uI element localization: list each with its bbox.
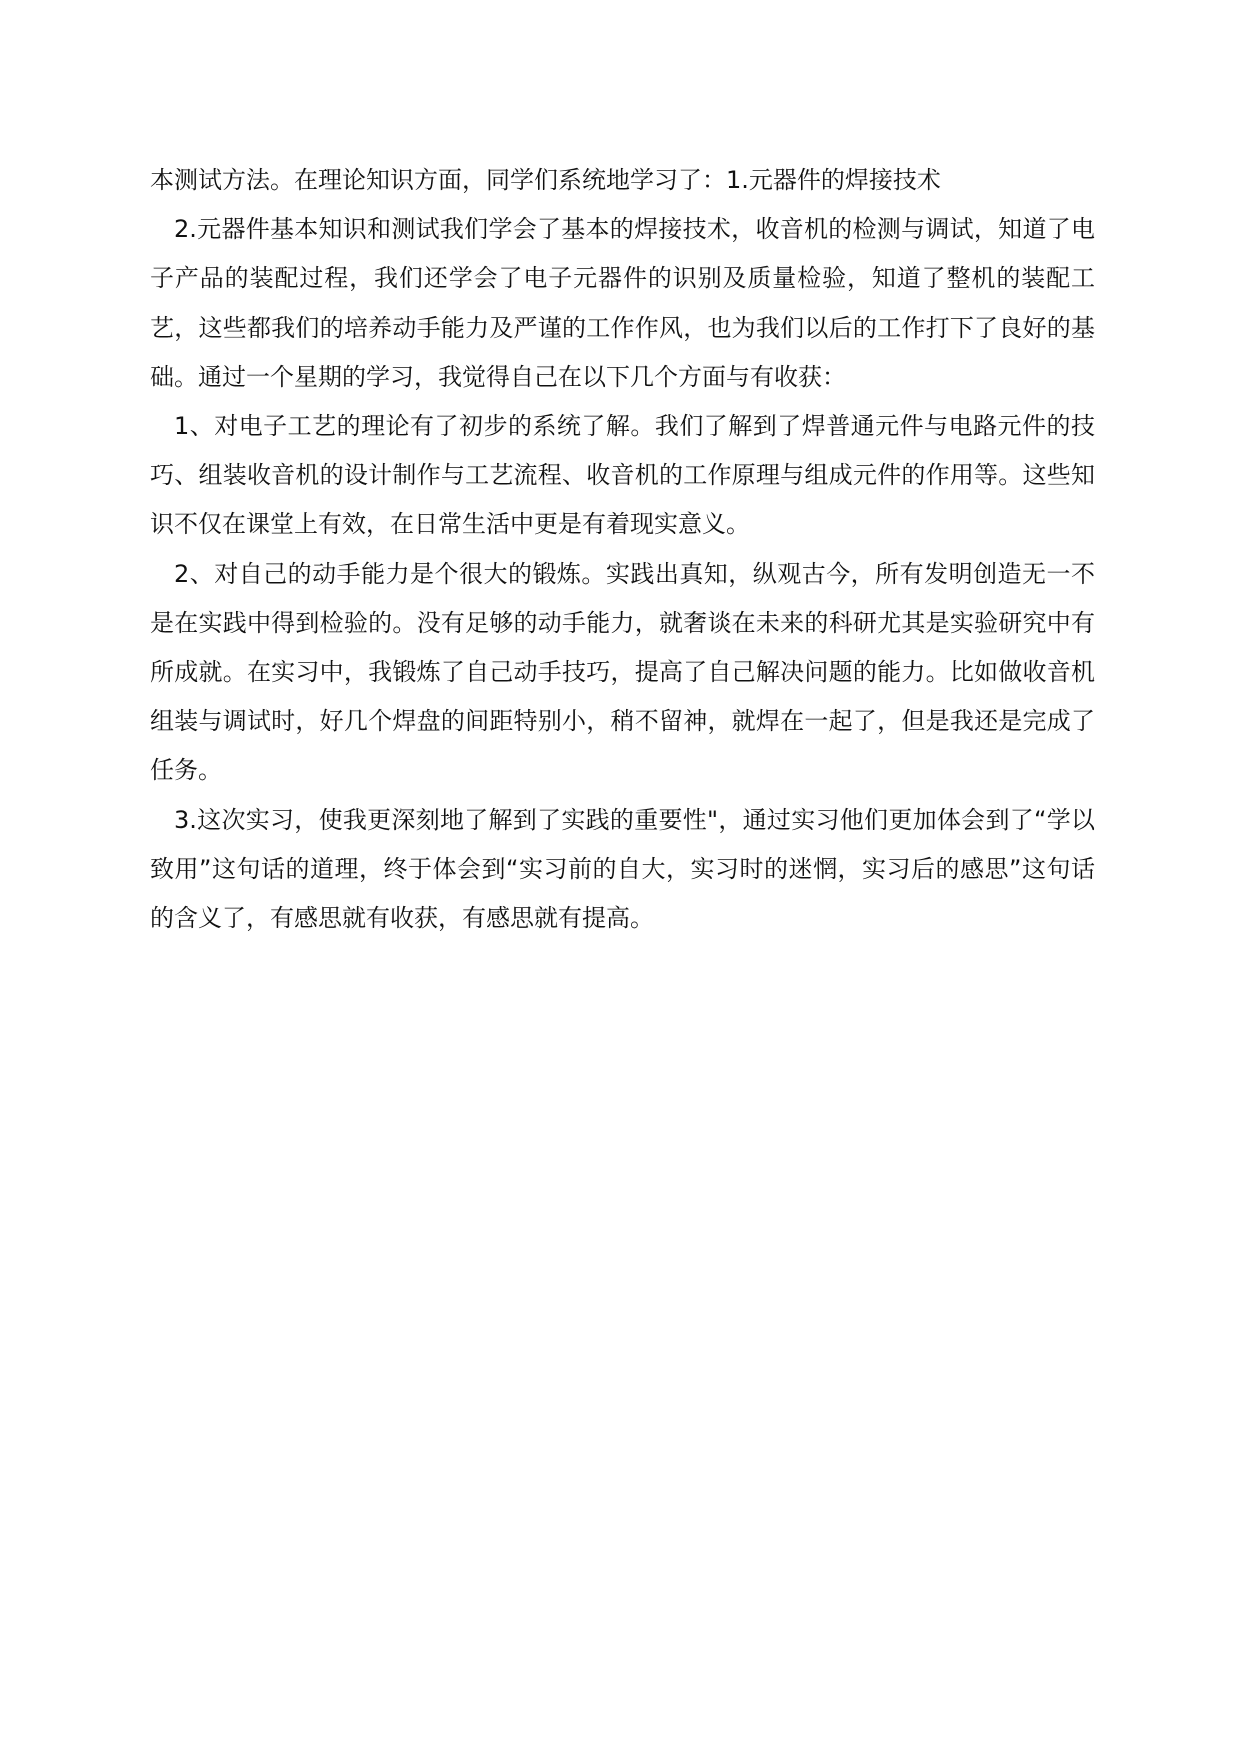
paragraph-point-1: 1、对电子工艺的理论有了初步的系统了解。我们了解到了焊普通元件与电路元件的技巧、组装收音机的设计制作与工艺流程、收音机的工作原理与组成元件的作用等。这些知识不仅在课堂上有效，在日常生活中更是有着现实意义。 <box>150 412 1095 539</box>
paragraph-point-3: 3.这次实习，使我更深刻地了解到了实践的重要性"，通过实习他们更加体会到了“学以致用”这句话的道理，终于体会到“实习前的自大，实习时的迷惘，实习后的感思”这句话的含义了，有感思就有收获，有感思就有提高。 <box>150 805 1095 933</box>
paragraph-component-knowledge: 2.元器件基本知识和测试我们学会了基本的焊接技术，收音机的检测与调试，知道了电子产品的装配过程，我们还学会了电子元器件的识别及质量检验，知道了整机的装配工艺，这些都我们的培养动手能力及严谨的工作作风，也为我们以后的工作打下了良好的基础。通过一个星期的学习，我觉得自己在以下几个方面与有收获： <box>150 215 1095 391</box>
paragraph-continuation: 本测试方法。在理论知识方面，同学们系统地学习了：1.元器件的焊接技术 <box>150 166 941 194</box>
paragraph-point-2: 2、对自己的动手能力是个很大的锻炼。实践出真知，纵观古今，所有发明创造无一不是在实践中得到检验的。没有足够的动手能力，就奢谈在未来的科研尤其是实验研究中有所成就。在实习中，我锻炼了自己动手技巧，提高了自己解决问题的能力。比如做收音机组装与调试时，好几个焊盘的间距特别小，稍不留神，就焊在一起了，但是我还是完成了任务。 <box>150 559 1095 785</box>
document-body <box>150 156 1095 943</box>
